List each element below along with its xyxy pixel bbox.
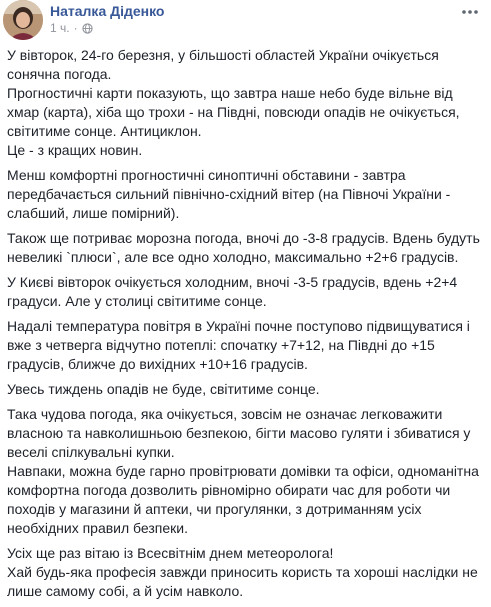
post-paragraph: [7, 273, 487, 311]
author-name[interactable]: Наталка Діденко: [50, 3, 165, 19]
text-line: веселі спілкувальні купки.: [7, 444, 175, 460]
text-line: градуси. Але у столиці світитиме сонце.: [7, 293, 267, 309]
text-line: власною та навколишньою безпекою, бігти масово гуляти і збиватися у: [7, 425, 471, 441]
text-line: вже з четверга відчутно потеплі: спочатку +7+12, на Півдні до +15: [7, 337, 435, 353]
post-meta: [50, 21, 93, 35]
text-line: передбачається сильний північно-східний вітер (на Півночі України -: [7, 186, 451, 202]
text-line: Надалі температура повітря в Україні почне поступово підвищуватися і: [7, 318, 470, 334]
text-line: хмар (карта), хіба що трохи - на Півдні, повсюди опадів не очікується,: [7, 104, 460, 120]
post-text: [7, 46, 487, 607]
post-paragraph: [7, 46, 487, 160]
avatar-image: [3, 0, 43, 40]
text-line: Менш комфортні прогностичні синоптичні обставини - завтра: [7, 167, 406, 183]
author-avatar[interactable]: [3, 0, 43, 40]
text-line: Хай будь-яка професія завжди приносить користь та хороші наслідки не: [7, 564, 478, 580]
text-line: Прогностичні карти показують, що завтра наше небо буде вільне від: [7, 85, 453, 101]
post-paragraph: [7, 405, 487, 538]
text-line: світитиме сонце. Антициклон.: [7, 123, 202, 139]
post-header: [3, 0, 491, 40]
text-line: лише самому собі, а й усім навколо.: [7, 583, 244, 599]
text-line: Навпаки, можна буде гарно провітрювати домівки та офіси, одноманітна: [7, 463, 479, 479]
text-line: сонячна погода.: [7, 66, 112, 82]
text-line: Увесь тиждень опадів не буде, світитиме сонце.: [7, 381, 320, 397]
text-line: комфортна погода дозволить рівномірно обирати час для роботи чи: [7, 482, 451, 498]
post-paragraph: [7, 317, 487, 374]
more-options-icon[interactable]: [457, 4, 483, 20]
post-paragraph: [7, 166, 487, 223]
text-line: У вівторок, 24-го березня, у більшості областей України очікується: [7, 47, 439, 63]
text-line: градусів, ближче до вихідних +10+16 градусів.: [7, 356, 308, 372]
text-line: У Києві вівторок очікується холодним, вночі -3-5 градусів, вдень +2+4: [7, 274, 458, 290]
text-line: походів у магазини й аптеки, чи прогулянки, з дотриманням усіх: [7, 501, 422, 517]
post-paragraph: [7, 380, 487, 399]
globe-icon[interactable]: [82, 23, 93, 34]
text-line: необхідних правил безпеки.: [7, 520, 189, 536]
post-paragraph: [7, 229, 487, 267]
post-time[interactable]: 1 ч.: [50, 21, 70, 35]
text-line: Також ще потриває морозна погода, вночі до -3-8 градусів. Вдень будуть: [7, 230, 480, 246]
text-line: невеликі `плюси`, але все одно холодно, максимально +2+6 градусів.: [7, 249, 459, 265]
meta-separator: ·: [73, 21, 78, 35]
text-line: Така чудова погода, яка очікується, зовсім не означає легковажити: [7, 406, 443, 422]
text-line: слабший, лише помірний).: [7, 205, 180, 221]
text-line: Це - з кращих новин.: [7, 142, 143, 158]
post-paragraph: [7, 544, 487, 601]
text-line: Усіх ще раз вітаю із Всесвітнім днем метеоролога!: [7, 545, 334, 561]
